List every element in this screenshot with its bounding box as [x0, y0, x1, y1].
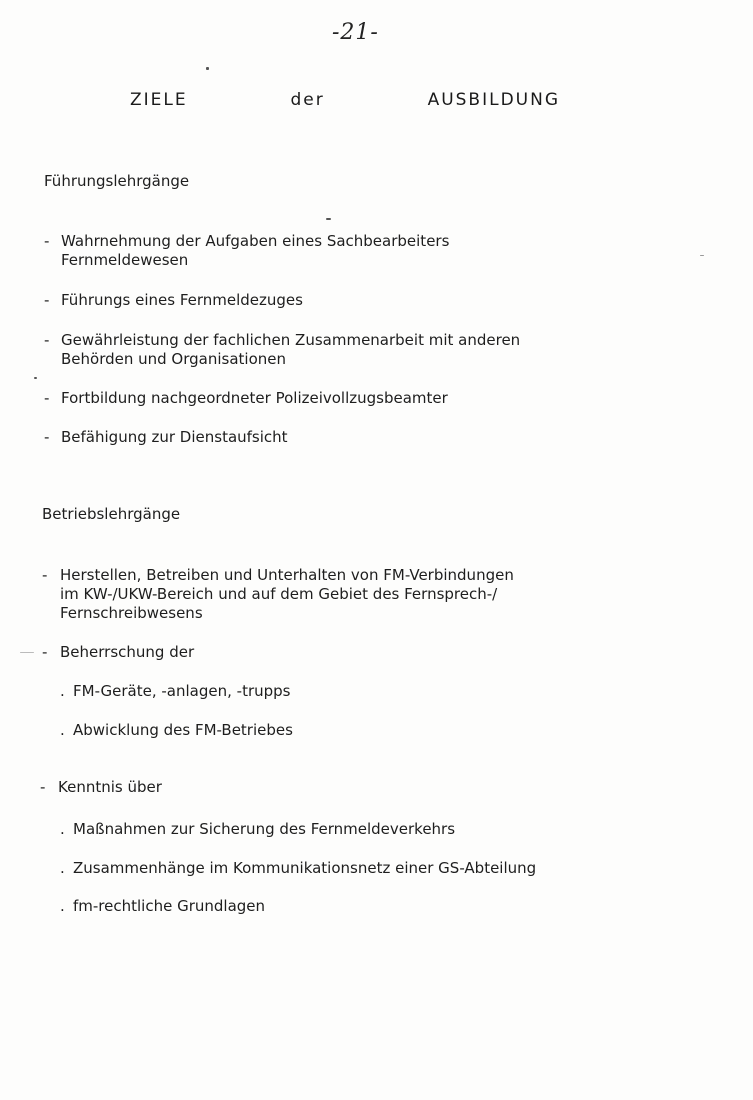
list-item-line: Kenntnis über	[58, 778, 162, 796]
title-word-ausbildung: AUSBILDUNG	[427, 90, 560, 110]
list-item-line: im KW-/UKW-Bereich und auf dem Gebiet des Fernsprech-/	[60, 585, 498, 603]
page-title	[130, 90, 560, 110]
sub-list-marker: .	[60, 682, 65, 700]
list-marker: -	[44, 291, 50, 309]
scan-speck	[326, 218, 331, 220]
scan-speck	[700, 255, 704, 256]
list-item-line: Fernschreibwesens	[60, 604, 203, 622]
list-item-line: Fortbildung nachgeordneter Polizeivollzugsbeamter	[61, 389, 448, 407]
sub-list-item-line: fm-rechtliche Grundlagen	[73, 897, 266, 915]
scan-speck	[34, 377, 37, 379]
sub-list-marker: .	[60, 859, 65, 877]
sub-list-marker: .	[60, 721, 65, 739]
sub-list-item-line: Abwicklung des FM-Betriebes	[73, 721, 293, 739]
list-marker: -	[40, 778, 46, 796]
list-item-line: Gewährleistung der fachlichen Zusammenarbeit mit anderen	[61, 331, 521, 349]
list-marker: -	[44, 331, 50, 349]
list-marker: -	[44, 389, 50, 407]
list-marker: -	[42, 643, 48, 661]
sub-list-item-line: FM-Geräte, -anlagen, -trupps	[73, 682, 291, 700]
list-item-line: Fernmeldewesen	[61, 251, 189, 269]
sub-list-marker: .	[60, 897, 65, 915]
list-item-line: Behörden und Organisationen	[61, 350, 287, 368]
list-item-line: Führungs eines Fernmeldezuges	[61, 291, 303, 309]
sub-list-item-line: Zusammenhänge im Kommunikationsnetz einer GS-Abteilung	[73, 859, 537, 877]
title-word-der: der	[290, 90, 325, 110]
section-heading-fuehrung: Führungslehrgänge	[44, 172, 190, 190]
title-word-ziele: ZIELE	[130, 90, 188, 110]
list-item-line: Beherrschung der	[60, 643, 195, 661]
list-item-line: Befähigung zur Dienstaufsicht	[61, 428, 288, 446]
sub-list-item-line: Maßnahmen zur Sicherung des Fernmeldeverkehrs	[73, 820, 456, 838]
list-marker: -	[44, 232, 50, 250]
sub-list-marker: .	[60, 820, 65, 838]
scan-speck	[206, 67, 209, 70]
list-marker: -	[42, 566, 48, 584]
page-number: -21-	[332, 20, 379, 45]
list-item-line: Herstellen, Betreiben und Unterhalten von FM-Verbindungen	[60, 566, 514, 584]
list-item-line: Wahrnehmung der Aufgaben eines Sachbearbeiters	[61, 232, 450, 250]
scan-speck	[20, 652, 34, 653]
section-heading-betrieb: Betriebslehrgänge	[42, 505, 181, 523]
list-marker: -	[44, 428, 50, 446]
